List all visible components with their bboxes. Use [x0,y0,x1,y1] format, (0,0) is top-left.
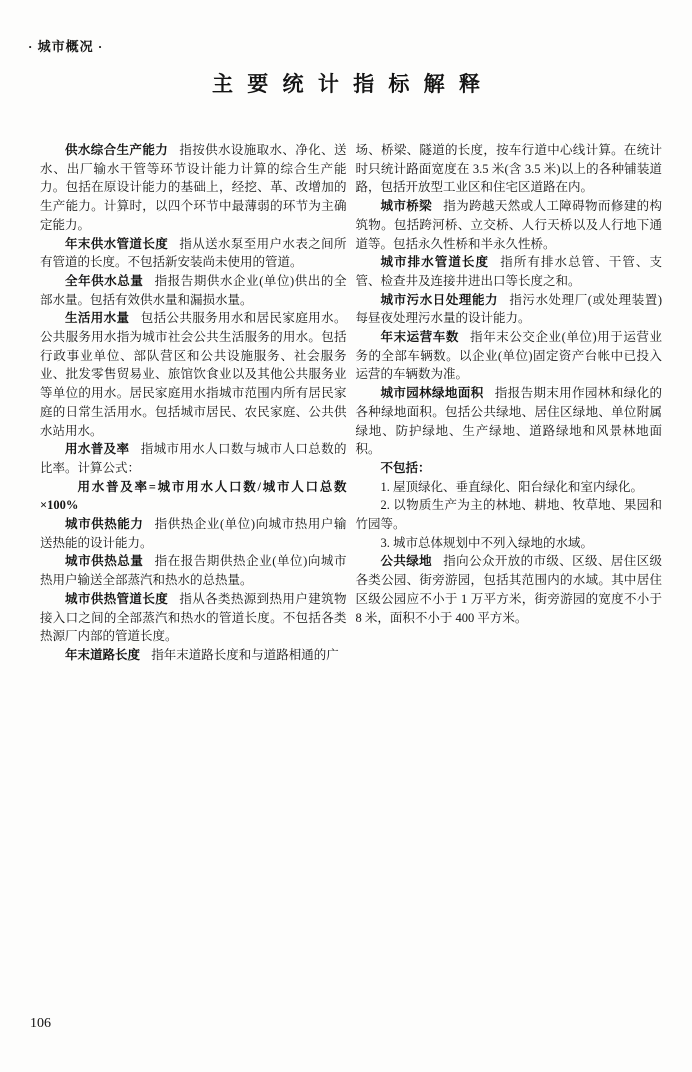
indicator-definition: 指按供水设施取水、净化、送水、出厂输水干管等环节设计能力计算的综合生产能力。包括在原设计能力的基础上，经挖、革、改增加的生产能力。计算时，以四个环节中最薄弱的环节为主确定能力。 [40,143,347,232]
indicator-definition: 指年末道路长度和与道路相通的广 [151,647,339,662]
indicator-definition: 指城市用水人口数与城市人口总数的比率。计算公式： [40,442,347,475]
indicator-definition: 场、桥梁、隧道的长度，按车行道中心线计算。在统计时只统计路面宽度在 3.5 米(含 3.5 米)以上的各种铺装道路，包括开放型工业区和住宅区道路在内。 [355,143,662,195]
indicator-term: 城市供热总量 [65,554,144,569]
indicator-term: 城市污水日处理能力 [380,292,499,307]
definition-paragraph [356,197,663,253]
indicator-term: 生活用水量 [65,311,130,326]
right-column [356,141,663,665]
indicator-term: 用水普及率 [65,442,130,457]
definition-paragraph [356,328,663,384]
definition-paragraph [40,552,347,589]
indicator-definition: 指为跨越天然或人工障碍物而修建的构筑物。包括跨河桥、立交桥、人行天桥以及人行地下通道等。包括永久性桥和半永久性桥。 [355,199,662,251]
indicator-definition: 指向公众开放的市级、区级、居住区级各类公园、街旁游园，包括其范围内的水域。其中居住区级公园应不小于 1 万平方米，街旁游园的宽度不小于 8 米，面积不小于 400 平方米。 [355,554,662,625]
list-item-text: 3. 城市总体规划中不列入绿地的水域。 [380,535,594,550]
indicator-term: 城市供热管道长度 [65,591,169,606]
definition-paragraph [40,235,347,272]
indicator-term: 城市桥梁 [380,199,433,214]
definition-paragraph [356,253,663,290]
definition-paragraph [40,440,347,477]
indicator-term: 年末道路长度 [65,647,141,662]
exclusion-heading-text: 不包括： [380,460,431,475]
indicator-definition: 包括公共服务用水和居民家庭用水。公共服务用水指为城市社会公共生活服务的用水。包括行政事业单位、部队营区和公共设施服务、社会服务业、批发零售贸易业、旅馆饮食业以及其他公共服务业等单位的用水。居民家庭用水指城市范围内所有居民家庭的日常生活用水。包括城市居民、农民家庭、公共供水站用水。 [40,311,347,438]
indicator-term: 城市园林绿地面积 [380,386,484,401]
indicator-definition: 指从各类热源到热用户建筑物接入口之间的全部蒸汽和热水的管道长度。不包括各类热源厂内部的管道长度。 [40,591,347,644]
indicator-definition: 指供热企业(单位)向城市热用户输送热能的设计能力。 [40,517,347,550]
text-columns [40,141,662,665]
indicator-definition: 指从送水泵至用户水表之间所有管道的长度。不包括新安装尚未使用的管道。 [40,236,347,270]
list-item-text: 1. 屋顶绿化、垂直绿化、阳台绿化和室内绿化。 [380,479,644,494]
indicator-term: 全年供水总量 [65,273,144,288]
indicator-term: 供水综合生产能力 [65,143,169,157]
definition-paragraph [40,272,347,309]
indicator-definition: 指报告期末用作园林和绿化的各种绿地面积。包括公共绿地、居住区绿地、单位附属绿地、防护绿地、生产绿地、道路绿地和风景林地面积。 [355,386,662,457]
left-column [40,141,347,665]
formula-text: 用水普及率=城市用水人口数/城市人口总数×100% [40,479,347,513]
definition-paragraph [40,141,347,235]
definition-paragraph [40,309,347,440]
indicator-term: 城市排水管道长度 [380,255,490,270]
definition-paragraph [356,552,663,627]
list-item [356,478,663,497]
formula-line [40,478,347,515]
definition-paragraph [356,384,663,459]
definition-paragraph [356,291,663,328]
definition-paragraph [40,646,347,665]
exclusion-heading [356,459,663,478]
definition-paragraph [40,515,347,552]
continuation-paragraph [356,141,663,197]
indicator-definition: 指污水处理厂(或处理装置)每昼夜处理污水量的设计能力。 [355,292,662,326]
indicator-term: 年末运营车数 [380,330,459,345]
indicator-definition: 指报告期供水企业(单位)供出的全部水量。包括有效供水量和漏损水量。 [40,273,347,307]
indicator-term: 年末供水管道长度 [65,236,169,251]
running-head: · 城市概况 · [28,39,104,54]
indicator-term: 城市供热能力 [65,517,144,532]
indicator-definition: 指年末公交企业(单位)用于运营业务的全部车辆数。以企业(单位)固定资产台帐中已投入运营的车辆数为准。 [355,330,662,382]
indicator-term: 公共绿地 [380,554,433,569]
list-item-text: 2. 以物质生产为主的林地、耕地、牧草地、果园和竹园等。 [355,498,662,532]
indicator-definition: 指所有排水总管、干管、支管、检查井及连接井进出口等长度之和。 [355,255,662,288]
definition-paragraph [40,590,347,646]
list-item [356,534,663,553]
page-title: 主要统计指标解释 [212,72,495,96]
list-item [356,496,663,533]
indicator-definition: 指在报告期供热企业(单位)向城市热用户输送全部蒸汽和热水的总热量。 [40,554,347,588]
page-number: 106 [30,1016,51,1031]
